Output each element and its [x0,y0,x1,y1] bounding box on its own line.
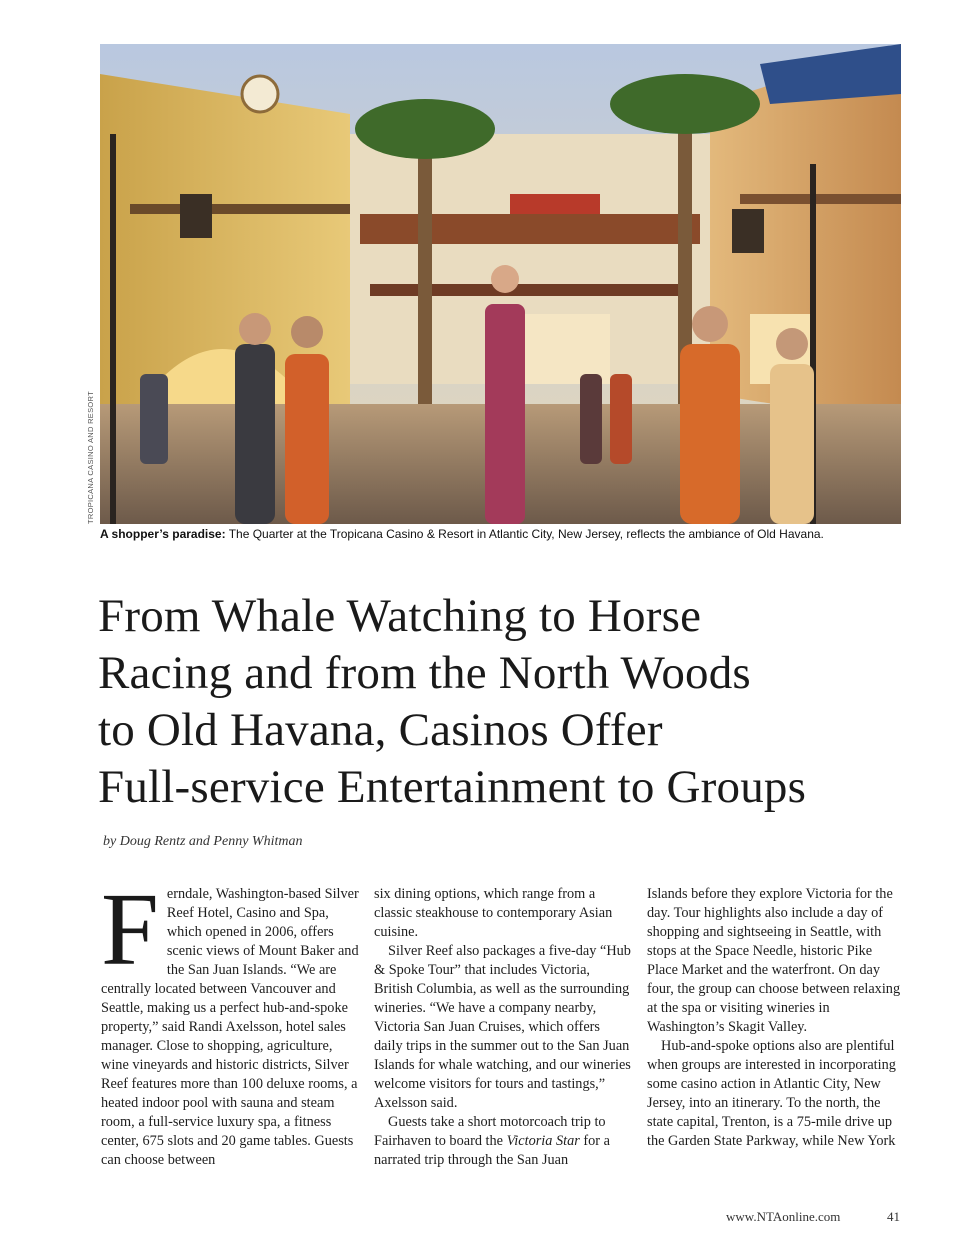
body-column-3 [647,885,905,1151]
body-column-1 [101,872,359,1170]
caption-text: The Quarter at the Tropicana Casino & Resort in Atlantic City, New Jersey, reflects the ambiance of Old Havana. [225,527,824,541]
footer-url: www.NTAonline.com [726,1209,841,1224]
body-column-2 [374,885,632,1170]
paragraph-text: Guests take a short motorcoach trip to Fairhaven to board the [374,1114,606,1149]
paragraph-text: for a narrated trip through the San Juan [374,1133,610,1168]
paragraph: erndale, Washington-based Silver Reef Hotel, Casino and Spa, which opened in 2006, offers scenic views of Mount Baker and the San Juan Islands. “We are centrally located between Vancouver and Seattle, making us a perfect hub-and-spoke property,” said Randi Axelsson, hotel sales manager. Close to shopping, agriculture, wine vineyards and historic districts, Silver Reef features more than 100 deluxe rooms, a heated indoor pool with sauna and steam room, a full-service luxury spa, a fitness center, 675 slots and 20 game tables. Guests can choose between [101,886,359,1168]
paragraph: Hub-and-spoke options also are plentiful when groups are interested in incorporating some casino action in Atlantic City, New Jersey, into an itinerary. To the north, the state capital, Trenton, is a 75-mile drive up the Garden State Parkway, while New York [647,1038,896,1149]
photo-illustration [100,44,901,524]
article-headline [98,588,918,816]
hero-photo [100,44,901,524]
photo-credit: TROPICANA CASINO AND RESORT [86,391,95,524]
photo-caption [100,527,910,541]
headline-line: Racing and from the North Woods [98,647,751,699]
paragraph [374,1113,632,1170]
headline-line: From Whale Watching to Horse [98,590,702,642]
paragraph: Islands before they explore Victoria for the day. Tour highlights also include a day of shopping and sightseeing in Seattle, with stops at the Space Needle, historic Pike Place Market and the waterfront. On day four, the group can choose between relaxing at the spa or visiting wineries in Washington’s Skagit Valley. [647,886,901,1035]
drop-cap: F [101,872,159,987]
caption-lead: A shopper’s paradise: [100,527,226,541]
headline-line: to Old Havana, Casinos Offer [98,704,663,756]
byline: by Doug Rentz and Penny Whitman [103,834,303,849]
paragraph: Silver Reef also packages a five-day “Hub & Spoke Tour” that includes Victoria, British Columbia, as well as the surrounding wineries. “We have a company nearby, Victoria San Juan Cruises, which offers daily trips in the summer out to the San Juan Islands for whale watching, and our wineries welcome visitors for tours and tastings,” Axelsson said. [374,943,631,1111]
paragraph: six dining options, which range from a classic steakhouse to contemporary Asian cuisine. [374,886,613,940]
page-number: 41 [887,1209,900,1224]
ship-name: Victoria Star [506,1133,580,1149]
headline-line: Full-service Entertainment to Groups [98,761,807,813]
